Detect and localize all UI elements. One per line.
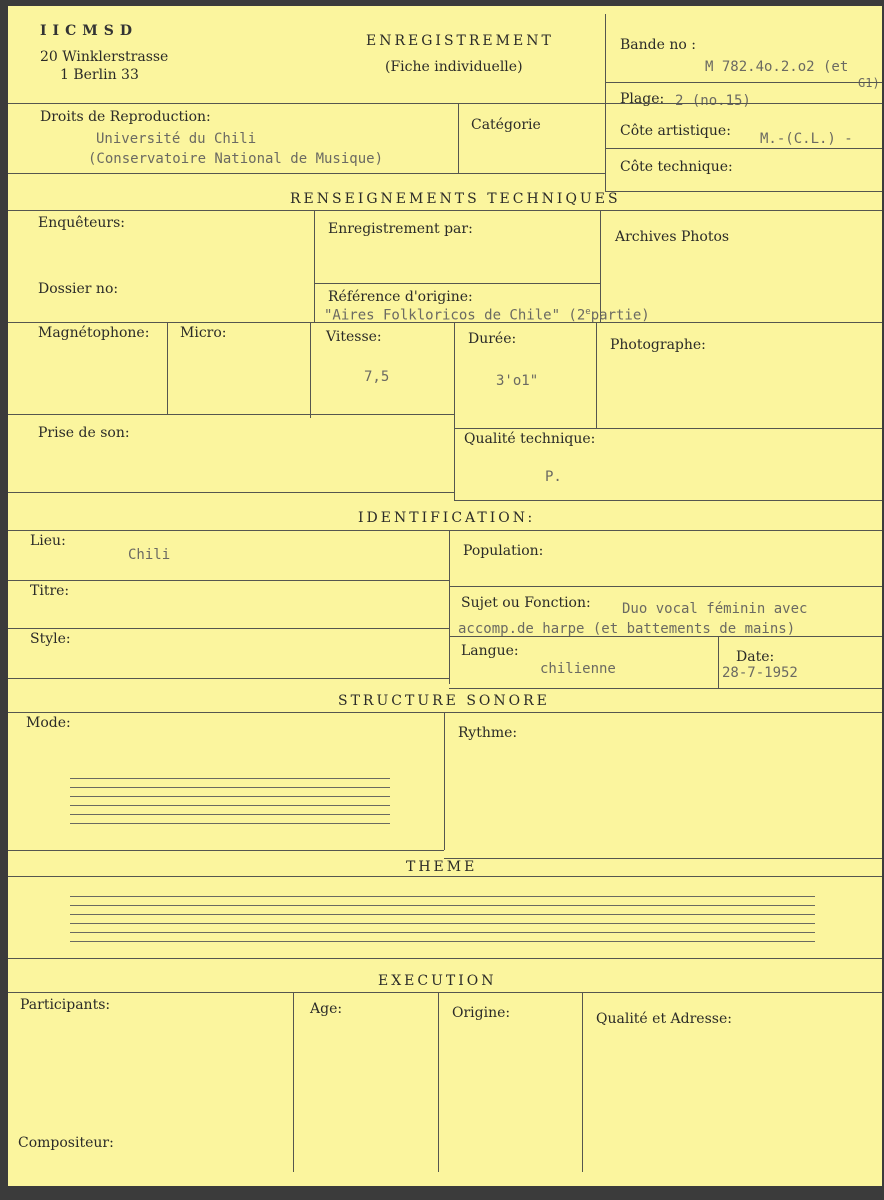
enquetes-divider: [314, 210, 315, 322]
titre-label: Titre:: [30, 583, 70, 599]
vitesse-divider: [310, 322, 311, 418]
plage-label: Plage:: [620, 91, 665, 107]
cote-technique-label: Côte technique:: [620, 159, 733, 175]
droits-label: Droits de Reproduction:: [40, 109, 211, 125]
prise-row-divider-right: [454, 428, 882, 429]
age-label: Age:: [310, 1001, 343, 1017]
bande-value: M 782.4o.2.o2 (et: [705, 59, 849, 75]
theme-staff-line: [70, 932, 815, 933]
mode-label: Mode:: [26, 715, 71, 731]
identification-center-divider: [449, 530, 450, 684]
prise-label: Prise de son:: [38, 425, 130, 441]
identification-top-right: [454, 500, 882, 501]
sujet-label: Sujet ou Fonction:: [461, 595, 591, 611]
theme-staff-line: [70, 923, 815, 924]
theme-heading-divider: [8, 876, 882, 877]
theme-top-left: [8, 850, 444, 851]
structure-heading-divider: [8, 712, 882, 713]
recording-card: [8, 6, 882, 1186]
mode-staff-line: [70, 787, 390, 788]
titre-row-divider-left: [8, 580, 449, 581]
magnetophone-label: Magnétophone:: [38, 325, 150, 341]
mode-staff-line: [70, 823, 390, 824]
langue-value: chilienne: [540, 661, 616, 677]
duree-value: 3'o1": [496, 373, 539, 389]
structure-top-right: [449, 688, 882, 689]
theme-heading: THEME: [406, 859, 478, 875]
micro-divider: [167, 322, 168, 414]
theme-staff-line: [70, 905, 815, 906]
population-label: Population:: [463, 543, 544, 559]
prise-row-divider-left: [8, 414, 454, 415]
cote-divider: [605, 148, 882, 149]
categorie-divider: [458, 103, 459, 173]
enqueteurs-label: Enquêteurs:: [38, 215, 126, 231]
technique-heading-divider: [8, 210, 882, 211]
section-divider-tech-top-left: [8, 173, 605, 174]
cote-artistique-value: M.-(C.L.) -: [760, 131, 853, 147]
form-subtitle: (Fiche individuelle): [385, 59, 523, 75]
qualite-value: P.: [545, 469, 562, 485]
participants-label: Participants:: [20, 997, 111, 1013]
vitesse-value: 7,5: [364, 369, 390, 385]
style-row-divider-left: [8, 628, 449, 629]
institute-logo: IICMSD: [40, 23, 138, 39]
mode-staff-line: [70, 778, 390, 779]
execution-heading: EXECUTION: [378, 973, 497, 989]
date-divider: [718, 636, 719, 688]
origine-label: Origine:: [452, 1005, 511, 1021]
date-label: Date:: [736, 649, 775, 665]
droits-value-2: (Conservatoire National de Musique): [88, 151, 384, 167]
lieu-value: Chili: [128, 547, 171, 563]
date-value: 28-7-1952: [722, 665, 798, 681]
section-divider-tech-top-right: [605, 191, 882, 192]
age-divider: [293, 992, 294, 1172]
qualite-adresse-label: Qualité et Adresse:: [596, 1011, 732, 1027]
vitesse-label: Vitesse:: [326, 329, 382, 345]
droits-value-1: Université du Chili: [96, 131, 257, 147]
qualite-label: Qualité technique:: [464, 431, 596, 447]
reference-label: Référence d'origine:: [328, 289, 473, 305]
theme-staff-line: [70, 914, 815, 915]
identification-top-left: [8, 492, 454, 493]
micro-label: Micro:: [180, 325, 227, 341]
form-title: ENREGISTREMENT: [366, 33, 554, 49]
dossier-label: Dossier no:: [38, 281, 119, 297]
langue-label: Langue:: [461, 643, 519, 659]
theme-staff-line: [70, 896, 815, 897]
theme-staff-line: [70, 941, 815, 942]
bande-divider: [605, 82, 882, 83]
structure-heading: STRUCTURE SONORE: [338, 693, 550, 709]
identification-heading: IDENTIFICATION:: [358, 510, 536, 526]
sujet-value-2: accomp.de harpe (et battements de mains): [458, 621, 796, 637]
origine-divider: [438, 992, 439, 1172]
titre-row-divider-right: [449, 586, 882, 587]
compositeur-label: Compositeur:: [18, 1135, 114, 1151]
mode-staff-line: [70, 796, 390, 797]
qualite-adresse-divider: [582, 992, 583, 1172]
identification-heading-divider: [8, 530, 882, 531]
structure-center-divider: [444, 712, 445, 850]
photographe-label: Photographe:: [610, 337, 706, 353]
mode-staff-line: [70, 805, 390, 806]
mode-staff-line: [70, 814, 390, 815]
bande-value-overflow: G1): [858, 76, 880, 90]
categorie-label: Catégorie: [471, 117, 541, 133]
cote-artistique-label: Côte artistique:: [620, 123, 731, 139]
header-row-divider: [8, 103, 882, 104]
style-row-divider-right: [449, 636, 882, 637]
archives-label: Archives Photos: [615, 229, 730, 245]
duree-label: Durée:: [468, 331, 517, 347]
address-line-1: 20 Winklerstrasse: [40, 49, 169, 65]
execution-heading-divider: [8, 992, 882, 993]
lieu-label: Lieu:: [30, 533, 66, 549]
duree-divider: [454, 322, 455, 500]
magnetophone-row-divider: [8, 322, 882, 323]
reference-value: "Aires Folkloricos de Chile" (2epartie): [324, 307, 650, 324]
theme-top-right: [444, 858, 882, 859]
bande-label: Bande no :: [620, 37, 696, 53]
enregistrement-par-label: Enregistrement par:: [328, 221, 473, 237]
sujet-value-1: Duo vocal féminin avec: [622, 601, 808, 617]
plage-value: 2 (no.15): [675, 93, 751, 109]
style-label: Style:: [30, 631, 71, 647]
structure-top-left: [8, 678, 449, 679]
address-line-2: 1 Berlin 33: [60, 67, 139, 83]
reference-top-divider: [314, 283, 600, 284]
archives-divider: [600, 210, 601, 322]
photographe-divider: [596, 322, 597, 428]
technique-heading: RENSEIGNEMENTS TECHNIQUES: [290, 191, 621, 207]
execution-top: [8, 958, 882, 959]
rythme-label: Rythme:: [458, 725, 518, 741]
